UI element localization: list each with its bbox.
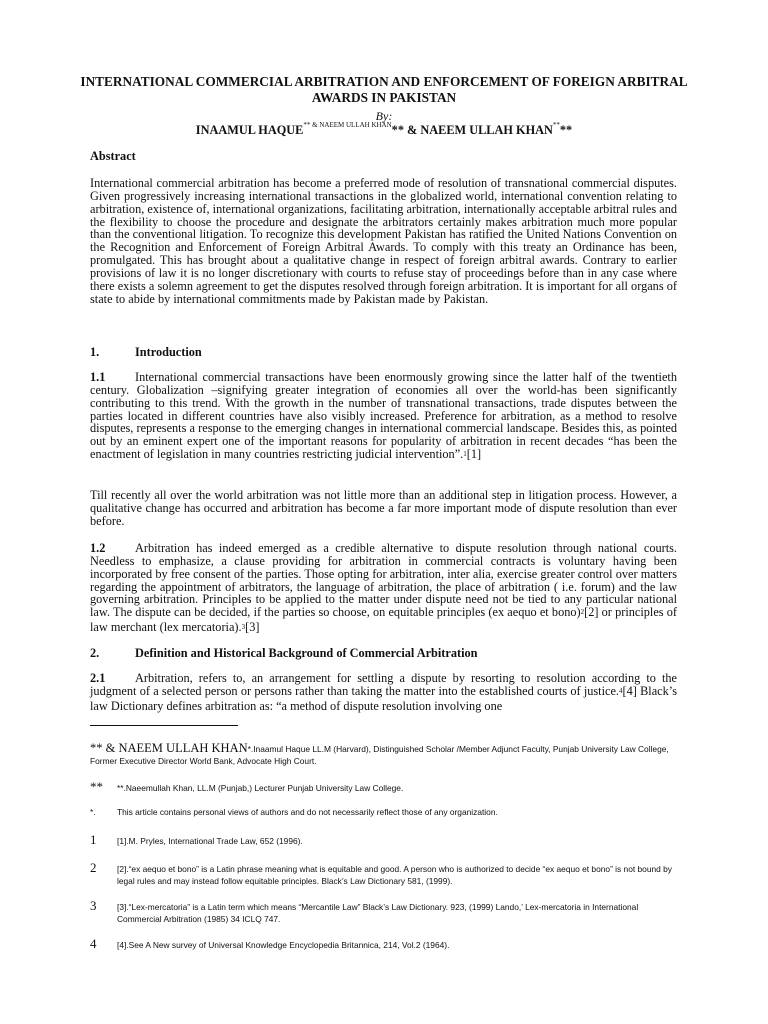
footnote-1-text: [1].M. Pryles, International Trade Law, 652 (1996).	[117, 836, 303, 846]
footnote-author-2-text: **.Naeemullah Khan, LL.M (Punjab,) Lecturer Punjab University Law College.	[117, 783, 404, 793]
section-1-number: 1.	[90, 345, 100, 359]
author-line	[0, 123, 768, 138]
paragraph-2-1-text-a: Arbitration, refers to, an arrangement for settling a dispute by resorting to resolution according to the judgment of a selected person or persons rather than taking the matter into the established courts of justice.	[90, 671, 677, 698]
paragraph-1-2	[90, 542, 677, 636]
paragraph-1-2-text-a: Arbitration has indeed emerged as a credible alternative to dispute resolution through national courts. Needless to emphasize, a clause providing for arbitration in commercial contracts is voluntary having been incorporated by free consent of the parties. Those opting for arbitration, inter alia, exercise greater control over matters regarding the appointment of arbitrators, the language of arbitration, the place of arbitration ( i.e. forum) and the law governing arbitration. Principles to be applied to the matter under dispute need not be tied to any particular national law. The dispute can be decided, if the parties so choose, on equitable principles (ex aequo et bono)	[90, 541, 677, 620]
footnote-disclaimer-mark: *.	[90, 807, 96, 817]
footnote-3-mark: 3	[90, 898, 97, 913]
footnote-ref-2[interactable]: 2	[580, 608, 585, 617]
author-connector: ** & NAEEM ULLAH KHAN	[391, 123, 553, 138]
footnote-ref-4[interactable]: 4	[619, 686, 623, 695]
footnote-2-text: [2].“ex aequo et bono” is a Latin phrase meaning what is equitable and good. A person who is authorized to decide “ex aequo et bono” is not bound by legal rules and may instead follow equitable principles. Black’s Law Dictionary 581, (1999).	[117, 864, 672, 886]
section-2-title: Definition and Historical Background of Commercial Arbitration	[135, 646, 478, 660]
abstract-text: International commercial arbitration has become a preferred mode of resolution of transnational commercial disputes. Given progressively increasing international transactions in the globalized world, international convention relating to arbitration, existence of, international organizations, facilitating arbitration, internationally acceptable arbitral rules and the flexibility to choose the procedure and designate the arbitrators certainly makes arbitration much more popular than the conventional litigation. To recognize this development Pakistan has ratified the United Nations Convention on the Recognition and Enforcement of Foreign Arbitral Awards. To comply with this treaty an Ordinance has been, promulgated. This has brought about a qualitative change in respect of foreign arbitral awards. Contrary to earlier provisions of law it is no longer discretionary with courts to refuse stay of proceedings before than in any case where there exists a solemn agreement to get the disputes resolved through foreign arbitration. It is important for all organs of state to abide by international commitments made by Pakistan made by Pakistan.	[90, 176, 677, 306]
footnote-link-2[interactable]: [2]	[584, 605, 599, 620]
paragraph-till-recently: Till recently all over the world arbitration was not little more than an additional step in litigation process. However, a qualitative change has occurred and arbitration has become a far more important mode of dispute resolution than ever before.	[90, 488, 677, 528]
footnote-2-mark: 2	[90, 860, 97, 875]
footnote-author-1-lead: ** & NAEEM ULLAH KHAN	[90, 741, 248, 755]
paragraph-2-1-number: 2.1	[90, 671, 106, 685]
footnote-link-3[interactable]: [3]	[245, 620, 260, 635]
footnote-link-1[interactable]: [1]	[466, 447, 482, 462]
footnote-ref-1[interactable]: 1	[463, 450, 467, 459]
paragraph-2-1	[90, 672, 677, 713]
footnote-1-mark: 1	[90, 832, 97, 847]
paper-title: INTERNATIONAL COMMERCIAL ARBITRATION AND ENFORCEMENT OF FOREIGN ARBITRAL AWARDS IN PAKISTAN	[80, 74, 688, 105]
paragraph-1-2-number: 1.2	[90, 541, 106, 555]
paragraph-1-1	[90, 371, 677, 463]
footnote-disclaimer-text: This article contains personal views of authors and do not necessarily reflect those of any organization.	[117, 807, 498, 817]
abstract-heading: Abstract	[90, 149, 136, 163]
paragraph-1-1-text: International commercial transactions have been enormously growing since the latter half of the twentieth century. Globalization –signifying greater integration of economies all over the world-has been significantly contributing to this trend. With the growth in the number of transnational transactions, trade disputes between the parties located in different countries have also visibly increased. Preference for arbitration, as a method to resolve disputes, represents a response to the emerging changes in international commercial landscape. Besides this, as pointed out by an eminent expert one of the important reasons for popularity of arbitration in recent decades “has been the enactment of legislation in many countries restricting judicial intervention”.	[90, 370, 677, 462]
footnote-author-2-mark: **	[90, 779, 103, 794]
author-first: INAAMUL HAQUE	[195, 123, 304, 138]
author-first-marks: ** & NAEEM ULLAH KHAN	[303, 121, 392, 129]
footnote-3-text: [3].“Lex-mercatoria” is a Latin term which means “Mercantile Law” Black’s Law Dictionary. 923, (1999) Lando,’ Lex-mercatoria in International Commercial Arbitration (1985) 34 ICLQ 747.	[117, 902, 639, 924]
author-tail: **	[559, 123, 573, 138]
author-second-marks: **	[552, 121, 560, 129]
section-2-number: 2.	[90, 646, 100, 660]
byline-label: By:	[375, 109, 393, 123]
footnote-divider	[90, 725, 238, 726]
footnote-author-1-text: *.Inaamul Haque LL.M (Harvard), Distinguished Scholar /Member Adjunct Faculty, Punjab University Law College, Former Executive Director World Bank, Advocate High Court.	[90, 744, 669, 766]
section-1-heading	[90, 345, 202, 360]
footnote-4-mark: 4	[90, 936, 97, 951]
footnote-link-4[interactable]: [4]	[622, 683, 637, 698]
paragraph-1-1-number: 1.1	[90, 370, 106, 384]
section-1-title: Introduction	[135, 345, 202, 359]
paragraph-2-1-text-b: Black’s law Dictionary defines arbitration as: “a method of dispute resolution involving one	[90, 683, 677, 713]
paragraph-1-2-text-b: or principles of law merchant (lex mercatoria).	[90, 605, 678, 635]
footnote-ref-3[interactable]: 3	[241, 623, 246, 632]
footnote-4-text: [4].See A New survey of Universal Knowledge Encyclopedia Britannica, 214, Vol.2 (1964).	[117, 940, 450, 950]
section-2-heading	[90, 646, 478, 661]
